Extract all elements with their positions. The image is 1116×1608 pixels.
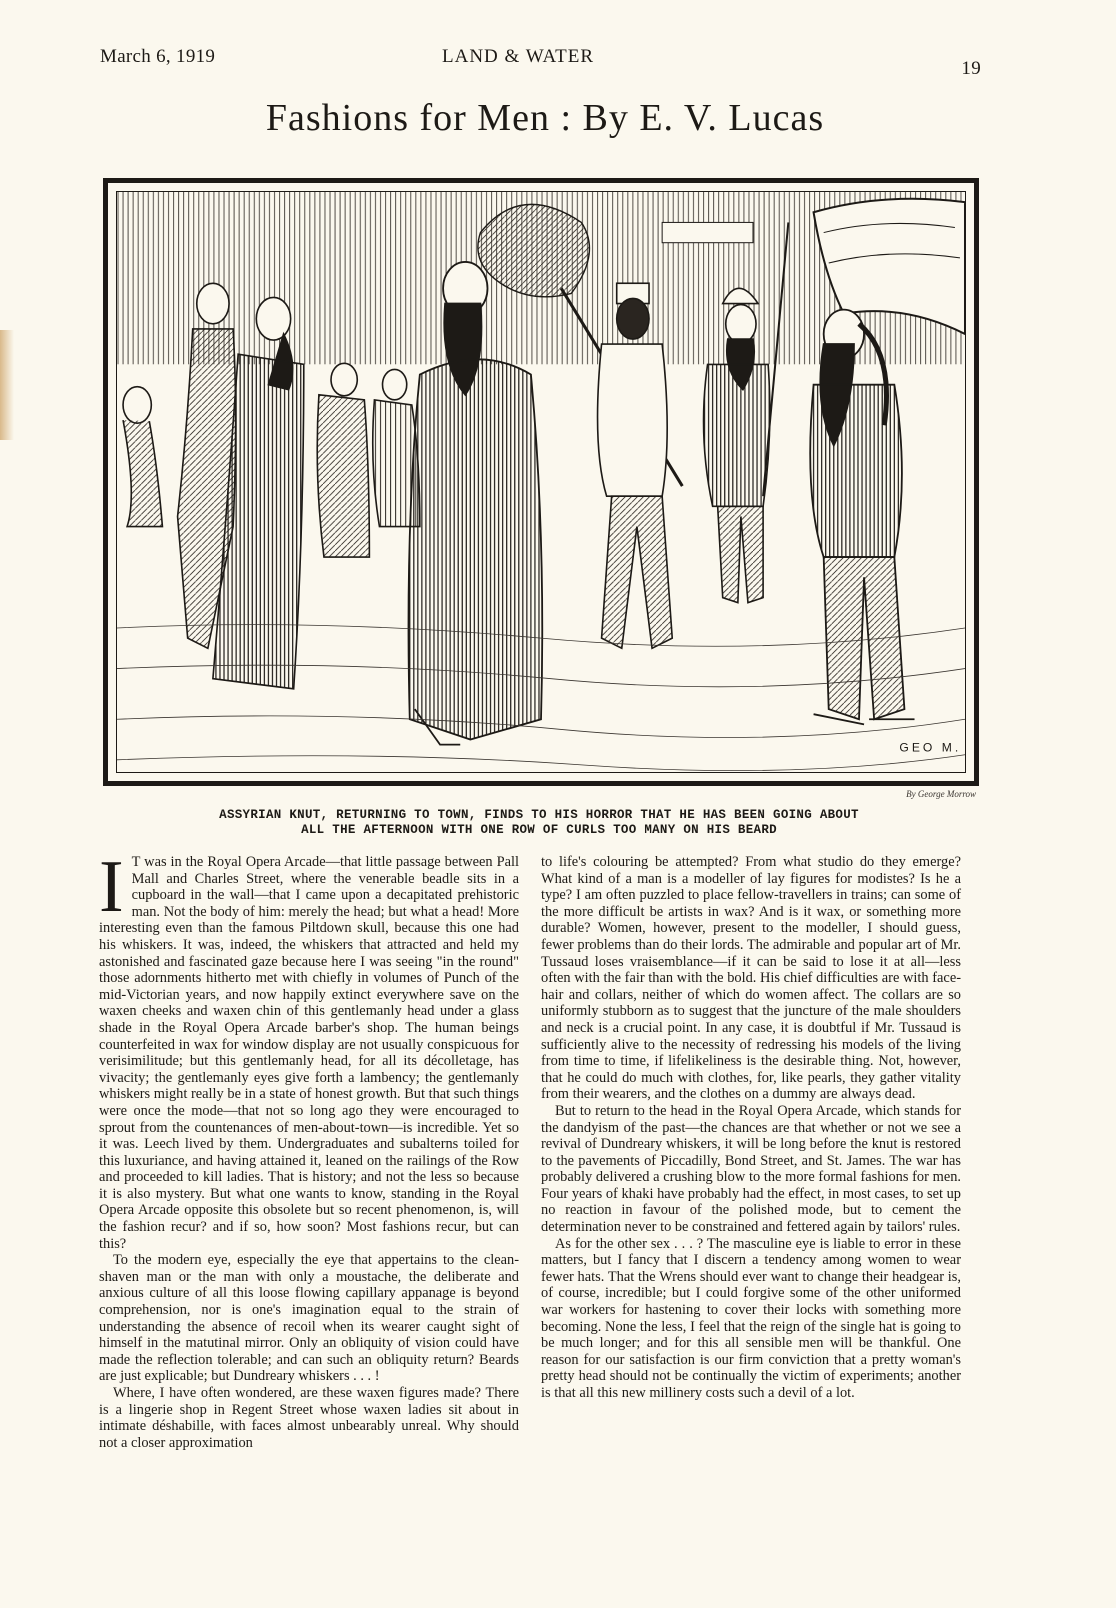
paragraph: But to return to the head in the Royal Opera Arcade, which stands for the dandyism of the past—the chances are that whether or not we see a revival of Dundreary whiskers, it will be long before the knut is restored to the pavements of Piccadilly, Bond Street, and St. James. The war has probably delivered a crushing blow to the more formal fashions for men. Four years of khaki have probably had the effect, in most cases, to set up no reaction in favour of the polished mode, but to cement the determination never to be constrained and fettered again by tailors' rules. bbox=[541, 1102, 961, 1236]
illustration bbox=[116, 191, 966, 773]
paragraph: As for the other sex . . . ? The masculine eye is liable to error in these matters, but I fancy that I discern a tendency among women to wear fewer hats. That the Wrens should ever want to change their headgear is, of course, incredible; but I could forgive some of the other uniformed war workers for hastening to cover their locks with something more becoming. None the less, I feel that the reign of the single hat is going to be much longer; and for this all sensible men will be thankful. One reason for our satisfaction is our firm conviction that a pretty woman's pretty head should not be continually the victim of experiments; another is that all this new millinery costs such a devil of a lot. bbox=[541, 1235, 961, 1401]
artist-signature: GEO M. bbox=[899, 740, 962, 755]
illustration-frame bbox=[103, 178, 979, 786]
paragraph bbox=[99, 846, 519, 1252]
issue-date: March 6, 1919 bbox=[100, 46, 216, 67]
paragraph: to life's colouring be attempted? From what studio do they emerge? What kind of a man is a modeller of lay figures for modistes? Is he a type? I am often puzzled to place fellow-travellers in trains; can some of the more difficult be artists in wax? And is it wax, or something more durable? Women, however, present to the modeller, I should guess, fewer problems than do their lords. The admirable and popular art of Mr. Tussaud loses vraisemblance—if it can be said to lose it at all—less often with the fair than with the bold. His chief difficulties are with face-hair and collars, neither of which do women affect. The collars are so uniformly stubborn as to suggest that the juncture of the male shoulders and neck is a crucial point. In any case, it is doubtful if Mr. Tussaud is sufficiently alive to the necessity of redressing his models of the living from time to time, if lifelikeliness is the desirable thing. Not, however, that he could do much with clothes, for, like pearls, they gather vitality from their wearers, and the clothes on a dummy are always dead. bbox=[541, 854, 961, 1103]
illustration-drawing bbox=[117, 192, 965, 772]
page-number: 19 bbox=[961, 58, 981, 79]
wall-frieze bbox=[662, 222, 753, 242]
caption-line-2: ALL THE AFTERNOON WITH ONE ROW OF CURLS TOO MANY ON HIS BEARD bbox=[301, 823, 777, 837]
illustration-credit: By George Morrow bbox=[906, 789, 976, 799]
publication-name: LAND & WATER bbox=[442, 46, 595, 67]
page-edge-stain bbox=[0, 330, 14, 440]
article-title: Fashions for Men : By E. V. Lucas bbox=[265, 97, 825, 139]
drop-cap: I bbox=[99, 846, 124, 928]
article-column-right bbox=[541, 854, 961, 1402]
paragraph-text: T was in the Royal Opera Arcade—that little passage between Pall Mall and Charles Street, where the venerable beadle sits in a cupboard in the wall—that I came upon a decapitated prehistoric man. Not the body of him: merely the head; but what a head! More interesting even than the famous Piltdown skull, because this one had his whiskers. It was, indeed, the whiskers that attracted and held my astonished and fascinated gaze because here I was seeing "in the round" those adornments hitherto met with chiefly in volumes of Punch of the mid-Victorian years, and now happily extinct everywhere save on the waxen cheeks and waxen chin of this gentlemanly head under a glass shade in the Royal Opera Arcade barber's shop. The human beings counterfeited in wax for window display are not usually conspicuous for verisimilitude; but this gentlemanly head, for all its décolletage, has vivacity; the gentlemanly eyes give forth a lambency; the gentlemanly whiskers might really be in a state of honest growth. But that such things were once the mode—that not so long ago they were encouraged to sprout from the countenances of men-about-town—is incredible. Yet so it was. Leech lived by them. Undergraduates and subalterns toiled for this luxuriance, and having attained it, leaned on the railings of the Row and proceeded to kill ladies. That is history; and not the less so because it is also mystery. But what one wants to know, standing in the Royal Opera Arcade opposite this obsolete but so recent phenomenon, is, will the fashion recur? and if so, how soon? Most fashions recur, but can this? bbox=[99, 854, 519, 1252]
article-column-left bbox=[99, 846, 519, 1451]
paragraph: Where, I have often wondered, are these waxen figures made? There is a lingerie shop in Regent Street whose waxen ladies sit about in intimate déshabille, with faces almost unbearably unreal. Why should not a closer approximation bbox=[99, 1385, 519, 1451]
paragraph: To the modern eye, especially the eye that appertains to the clean-shaven man or the man with only a moustache, the deliberate and anxious culture of all this loose flowing capillary appanage is beyond comprehension, nor is one's imagination equal to the strain of understanding the absence of recoil when its wearer caught sight of himself in the matutinal mirror. Only an obliquity of vision could have made the reflection tolerable; and can such an obliquity return? Beards are just explicable; but Dundreary whiskers . . . ! bbox=[99, 1252, 519, 1385]
illustration-caption bbox=[118, 808, 960, 838]
caption-line-1: ASSYRIAN KNUT, RETURNING TO TOWN, FINDS TO HIS HORROR THAT HE HAS BEEN GOING ABOUT bbox=[219, 808, 859, 822]
